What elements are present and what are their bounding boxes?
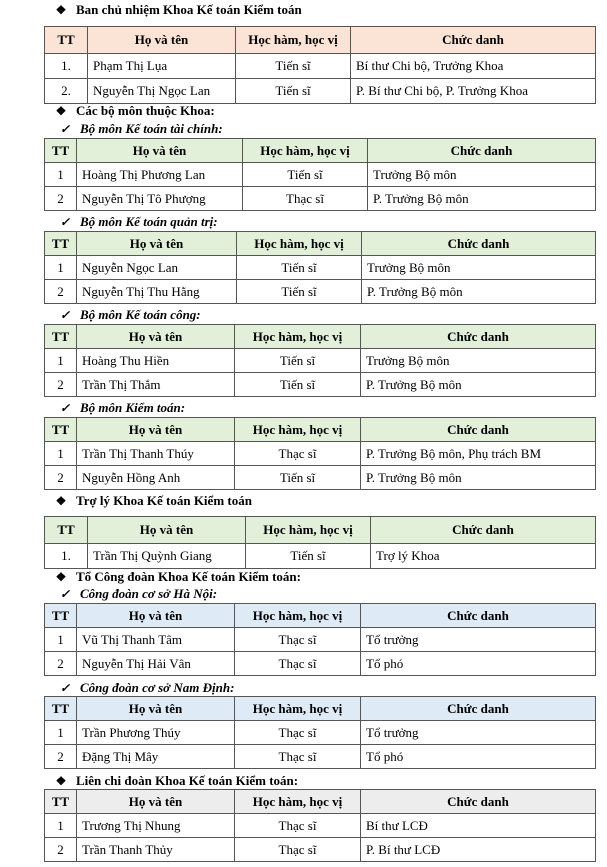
col-tt-header: TT xyxy=(45,27,88,54)
col-hoc-ham-hoc-vi: Tiến sĩ xyxy=(235,466,361,490)
col-tt: 1 xyxy=(45,163,77,187)
col-tt: 2 xyxy=(45,466,77,490)
diamond-bullet-icon: ❖ xyxy=(55,570,67,584)
col-ho-va-ten: Nguyễn Thị Hải Vân xyxy=(77,652,235,676)
col-tt-header: TT xyxy=(45,697,77,721)
table-row xyxy=(45,349,596,373)
checkmark-icon: ✓ xyxy=(59,215,71,229)
col-hoc-ham-hoc-vi: Thạc sĩ xyxy=(235,838,361,862)
table-row xyxy=(45,466,596,490)
table-row xyxy=(45,163,596,187)
col-ho-va-ten: Trương Thị Nhung xyxy=(77,814,235,838)
col-ho-va-ten-header: Họ và tên xyxy=(88,517,246,544)
col-ho-va-ten-header: Họ và tên xyxy=(88,27,236,54)
col-hoc-ham-hoc-vi: Tiến sĩ xyxy=(236,79,351,104)
table-bm-ke-toan-cong xyxy=(44,324,596,397)
table-header-row xyxy=(45,604,596,628)
col-ho-va-ten: Trần Thị Thanh Thúy xyxy=(77,442,235,466)
table-row xyxy=(45,652,596,676)
table-row xyxy=(45,838,596,862)
table-row xyxy=(45,442,596,466)
table-row xyxy=(45,54,596,79)
table-row xyxy=(45,187,596,211)
col-chuc-danh: P. Trưởng Bộ môn, Phụ trách BM xyxy=(361,442,596,466)
col-tt-header: TT xyxy=(45,325,77,349)
checkmark-icon: ✓ xyxy=(59,587,71,601)
table-cd-nam-dinh xyxy=(44,696,596,769)
col-tt: 2 xyxy=(45,280,77,304)
col-ho-va-ten-header: Họ và tên xyxy=(77,418,235,442)
col-tt: 2 xyxy=(45,745,77,769)
col-hoc-ham-hoc-vi-header: Học hàm, học vị xyxy=(235,325,361,349)
checkmark-icon: ✓ xyxy=(59,122,71,136)
col-ho-va-ten-header: Họ và tên xyxy=(77,790,235,814)
col-ho-va-ten: Trần Phương Thúy xyxy=(77,721,235,745)
diamond-bullet-icon: ❖ xyxy=(55,774,67,788)
col-hoc-ham-hoc-vi-header: Học hàm, học vị xyxy=(235,790,361,814)
col-tt: 2. xyxy=(45,79,88,104)
col-chuc-danh-header: Chức danh xyxy=(371,517,596,544)
section-heading: ❖ Ban chủ nhiệm Khoa Kế toán Kiểm toán xyxy=(52,2,302,18)
section-heading: ❖ Các bộ môn thuộc Khoa: xyxy=(52,103,215,119)
col-tt: 1 xyxy=(45,442,77,466)
subsection-heading: ✓ Bộ môn Kế toán công: xyxy=(56,307,201,323)
col-hoc-ham-hoc-vi: Tiến sĩ xyxy=(237,280,362,304)
col-chuc-danh-header: Chức danh xyxy=(361,604,596,628)
col-chuc-danh: P. Trưởng Bộ môn xyxy=(361,373,596,397)
section-heading: ❖ Tổ Công đoàn Khoa Kế toán Kiểm toán: xyxy=(52,569,301,585)
col-tt-header: TT xyxy=(45,517,88,544)
col-chuc-danh-header: Chức danh xyxy=(361,697,596,721)
col-hoc-ham-hoc-vi: Thạc sĩ xyxy=(235,628,361,652)
subsection-heading: ✓ Bộ môn Kế toán quản trị: xyxy=(56,214,218,230)
col-tt: 1 xyxy=(45,814,77,838)
col-ho-va-ten: Phạm Thị Lụa xyxy=(88,54,236,79)
table-bm-kiem-toan xyxy=(44,417,596,490)
col-chuc-danh: P. Bí thư LCĐ xyxy=(361,838,596,862)
table-row xyxy=(45,721,596,745)
col-ho-va-ten-header: Họ và tên xyxy=(77,232,237,256)
col-ho-va-ten-header: Họ và tên xyxy=(77,604,235,628)
col-chuc-danh: Bí thư LCĐ xyxy=(361,814,596,838)
col-tt: 2 xyxy=(45,838,77,862)
col-chuc-danh: P. Trưởng Bộ môn xyxy=(368,187,596,211)
diamond-bullet-icon: ❖ xyxy=(55,104,67,118)
col-ho-va-ten: Hoàng Thị Phương Lan xyxy=(77,163,243,187)
subsection-heading: ✓ Bộ môn Kiểm toán: xyxy=(56,400,185,416)
table-row xyxy=(45,544,596,569)
table-header-row xyxy=(45,27,596,54)
col-ho-va-ten: Trần Thị Quỳnh Giang xyxy=(88,544,246,569)
col-chuc-danh: P. Trưởng Bộ môn xyxy=(362,280,596,304)
col-tt: 2 xyxy=(45,652,77,676)
col-tt: 1. xyxy=(45,54,88,79)
col-hoc-ham-hoc-vi: Thạc sĩ xyxy=(235,814,361,838)
table-header-row xyxy=(45,517,596,544)
col-hoc-ham-hoc-vi: Tiến sĩ xyxy=(235,349,361,373)
col-tt: 1 xyxy=(45,349,77,373)
table-header-row xyxy=(45,139,596,163)
col-chuc-danh: Trưởng Bộ môn xyxy=(361,349,596,373)
col-hoc-ham-hoc-vi-header: Học hàm, học vị xyxy=(235,604,361,628)
col-chuc-danh: Bí thư Chi bộ, Trưởng Khoa xyxy=(351,54,596,79)
table-row xyxy=(45,256,596,280)
col-hoc-ham-hoc-vi: Thạc sĩ xyxy=(243,187,368,211)
col-hoc-ham-hoc-vi-header: Học hàm, học vị xyxy=(237,232,362,256)
col-chuc-danh: Tổ phó xyxy=(361,652,596,676)
col-hoc-ham-hoc-vi-header: Học hàm, học vị xyxy=(235,697,361,721)
col-ho-va-ten: Vũ Thị Thanh Tâm xyxy=(77,628,235,652)
col-chuc-danh: Trợ lý Khoa xyxy=(371,544,596,569)
diamond-bullet-icon: ❖ xyxy=(55,494,67,508)
table-bm-ke-toan-quan-tri xyxy=(44,231,596,304)
col-hoc-ham-hoc-vi-header: Học hàm, học vị xyxy=(246,517,371,544)
col-chuc-danh: P. Bí thư Chi bộ, P. Trưởng Khoa xyxy=(351,79,596,104)
col-chuc-danh-header: Chức danh xyxy=(362,232,596,256)
table-row xyxy=(45,79,596,104)
table-lien-chi-doan xyxy=(44,789,596,862)
col-chuc-danh-header: Chức danh xyxy=(351,27,596,54)
col-chuc-danh-header: Chức danh xyxy=(361,418,596,442)
table-ban-chu-nhiem xyxy=(44,26,596,104)
col-ho-va-ten: Nguyễn Ngọc Lan xyxy=(77,256,237,280)
table-header-row xyxy=(45,418,596,442)
col-ho-va-ten: Nguyễn Thị Tô Phượng xyxy=(77,187,243,211)
col-chuc-danh-header: Chức danh xyxy=(361,790,596,814)
col-chuc-danh: Tổ trưởng xyxy=(361,628,596,652)
col-tt: 2 xyxy=(45,373,77,397)
table-header-row xyxy=(45,325,596,349)
col-hoc-ham-hoc-vi-header: Học hàm, học vị xyxy=(236,27,351,54)
col-hoc-ham-hoc-vi: Thạc sĩ xyxy=(235,745,361,769)
col-chuc-danh-header: Chức danh xyxy=(368,139,596,163)
checkmark-icon: ✓ xyxy=(59,401,71,415)
col-ho-va-ten: Đặng Thị Mây xyxy=(77,745,235,769)
col-ho-va-ten: Nguyễn Thị Ngọc Lan xyxy=(88,79,236,104)
col-ho-va-ten-header: Họ và tên xyxy=(77,139,243,163)
table-row xyxy=(45,373,596,397)
col-ho-va-ten: Nguyễn Thị Thu Hằng xyxy=(77,280,237,304)
col-tt: 1 xyxy=(45,721,77,745)
col-chuc-danh: Trưởng Bộ môn xyxy=(362,256,596,280)
col-hoc-ham-hoc-vi-header: Học hàm, học vị xyxy=(235,418,361,442)
table-row xyxy=(45,745,596,769)
col-tt: 1 xyxy=(45,256,77,280)
col-tt-header: TT xyxy=(45,418,77,442)
col-tt: 1 xyxy=(45,628,77,652)
col-hoc-ham-hoc-vi: Thạc sĩ xyxy=(235,442,361,466)
col-hoc-ham-hoc-vi: Tiến sĩ xyxy=(243,163,368,187)
table-header-row xyxy=(45,697,596,721)
col-ho-va-ten: Hoàng Thu Hiền xyxy=(77,349,235,373)
table-bm-ke-toan-tai-chinh xyxy=(44,138,596,211)
table-row xyxy=(45,814,596,838)
table-header-row xyxy=(45,232,596,256)
table-tro-ly-khoa xyxy=(44,516,596,569)
col-chuc-danh: P. Trưởng Bộ môn xyxy=(361,466,596,490)
col-hoc-ham-hoc-vi: Tiến sĩ xyxy=(237,256,362,280)
col-tt: 2 xyxy=(45,187,77,211)
col-chuc-danh: Tổ phó xyxy=(361,745,596,769)
col-tt-header: TT xyxy=(45,604,77,628)
col-hoc-ham-hoc-vi: Tiến sĩ xyxy=(246,544,371,569)
col-hoc-ham-hoc-vi: Tiến sĩ xyxy=(235,373,361,397)
col-hoc-ham-hoc-vi-header: Học hàm, học vị xyxy=(243,139,368,163)
col-ho-va-ten-header: Họ và tên xyxy=(77,325,235,349)
col-tt-header: TT xyxy=(45,232,77,256)
col-chuc-danh: Trưởng Bộ môn xyxy=(368,163,596,187)
section-heading: ❖ Liên chi đoàn Khoa Kế toán Kiểm toán: xyxy=(52,773,298,789)
col-ho-va-ten: Trần Thanh Thủy xyxy=(77,838,235,862)
diamond-bullet-icon: ❖ xyxy=(55,3,67,17)
col-chuc-danh: Tổ trưởng xyxy=(361,721,596,745)
col-tt-header: TT xyxy=(45,139,77,163)
subsection-heading: ✓ Công đoàn cơ sở Hà Nội: xyxy=(56,586,217,602)
table-header-row xyxy=(45,790,596,814)
subsection-heading: ✓ Công đoàn cơ sở Nam Định: xyxy=(56,680,234,696)
col-hoc-ham-hoc-vi: Thạc sĩ xyxy=(235,652,361,676)
table-row xyxy=(45,628,596,652)
col-chuc-danh-header: Chức danh xyxy=(361,325,596,349)
table-row xyxy=(45,280,596,304)
checkmark-icon: ✓ xyxy=(59,308,71,322)
checkmark-icon: ✓ xyxy=(59,681,71,695)
section-heading: ❖ Trợ lý Khoa Kế toán Kiểm toán xyxy=(52,493,252,509)
col-ho-va-ten: Nguyễn Hồng Anh xyxy=(77,466,235,490)
col-ho-va-ten: Trần Thị Thắm xyxy=(77,373,235,397)
col-tt-header: TT xyxy=(45,790,77,814)
table-cd-ha-noi xyxy=(44,603,596,676)
col-ho-va-ten-header: Họ và tên xyxy=(77,697,235,721)
col-tt: 1. xyxy=(45,544,88,569)
col-hoc-ham-hoc-vi: Tiến sĩ xyxy=(236,54,351,79)
col-hoc-ham-hoc-vi: Thạc sĩ xyxy=(235,721,361,745)
subsection-heading: ✓ Bộ môn Kế toán tài chính: xyxy=(56,121,223,137)
